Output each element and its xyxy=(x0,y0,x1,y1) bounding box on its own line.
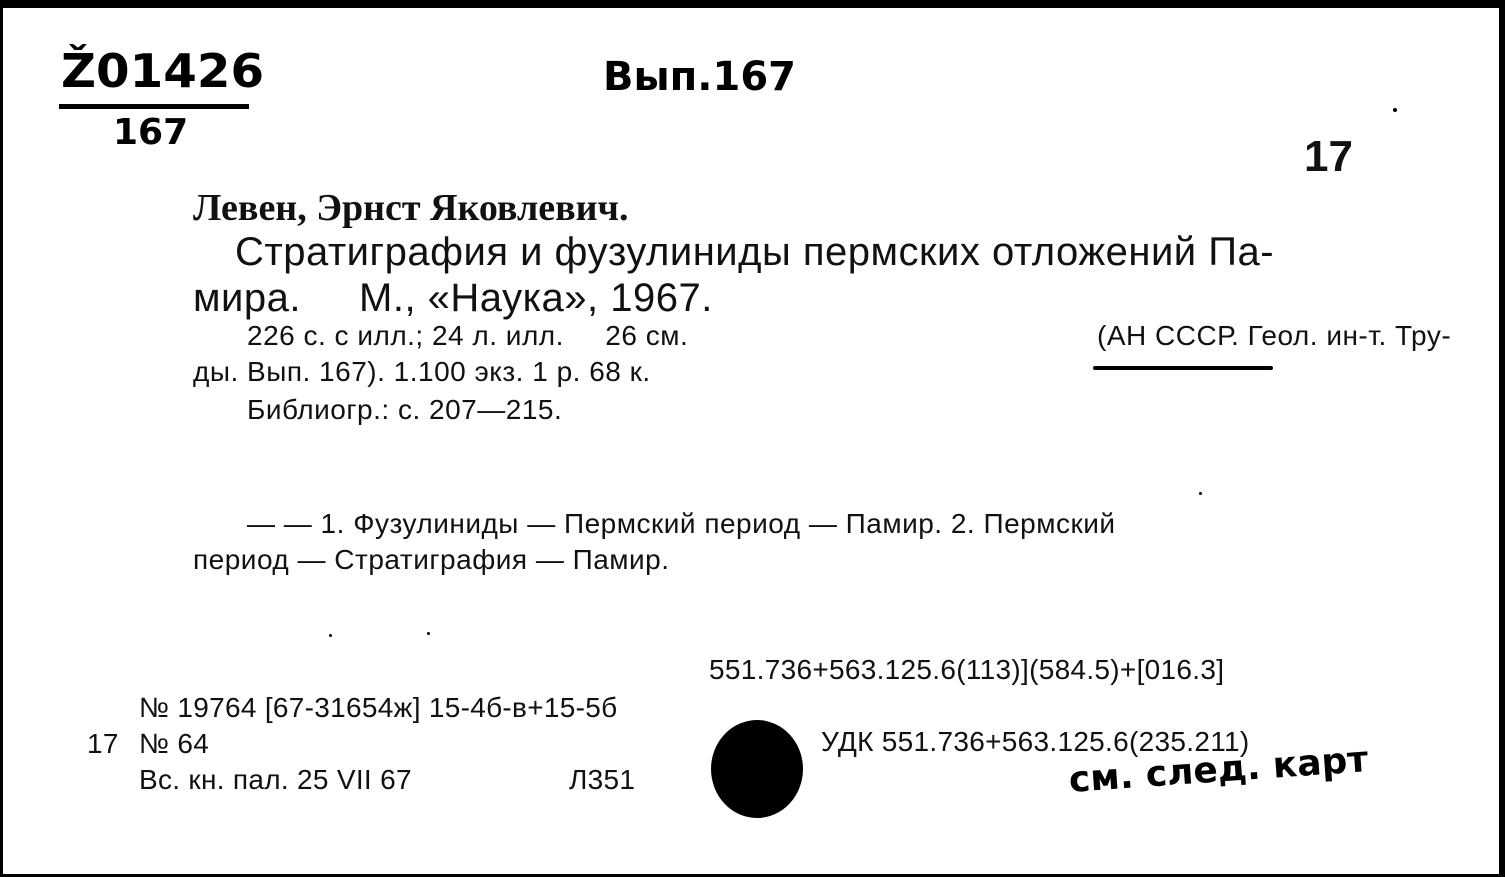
pen-underline xyxy=(1093,366,1273,370)
card-number: 17 xyxy=(1304,132,1353,181)
handwritten-issue-note: Вып.167 xyxy=(603,54,796,100)
handwritten-inventory-volume: 167 xyxy=(113,112,189,153)
speck xyxy=(1393,108,1397,112)
udc-classification: УДК 551.736+563.125.6(235.211) xyxy=(821,726,1250,757)
author-heading: Левен, Эрнст Яковлевич. xyxy=(193,187,629,229)
registration-prefix: 17 xyxy=(87,728,119,759)
physical-description: 226 с. с илл.; 24 л. илл. 26 см. xyxy=(247,320,689,351)
speck xyxy=(1199,492,1202,495)
handwritten-underline xyxy=(59,104,249,109)
registration-line-1: № 19764 [67-31654ж] 15-4б-в+15-5б xyxy=(139,692,618,723)
title-line-1: Стратиграфия и фузулиниды пермских отложений Па- xyxy=(235,230,1275,274)
series-institution: (АН СССР. Геол. ин-т. Тру- xyxy=(1097,320,1452,351)
handwritten-inventory-number: Ž01426 xyxy=(61,44,265,98)
registration-line-2: № 64 xyxy=(139,728,210,759)
speck xyxy=(427,632,430,635)
series-and-price: ды. Вып. 167). 1.100 экз. 1 р. 68 к. xyxy=(193,356,651,387)
subject-headings-line-1: — — 1. Фузулиниды — Пермский период — Памир. 2. Пермский xyxy=(247,508,1116,539)
bbk-classification: 551.736+563.125.6(113)](584.5)+[016.3] xyxy=(709,654,1225,685)
handwritten-see-next: см. след. карт xyxy=(1067,739,1370,801)
title-line-2: мира. М., «Наука», 1967. xyxy=(193,276,713,320)
punch-hole xyxy=(711,720,803,818)
registration-code: Л351 xyxy=(569,764,636,795)
bibliography-note: Библиогр.: с. 207—215. xyxy=(247,394,563,425)
registration-line-3: Вс. кн. пал. 25 VII 67 xyxy=(139,764,412,795)
subject-headings-line-2: период — Стратиграфия — Памир. xyxy=(193,544,670,575)
speck xyxy=(329,634,332,637)
